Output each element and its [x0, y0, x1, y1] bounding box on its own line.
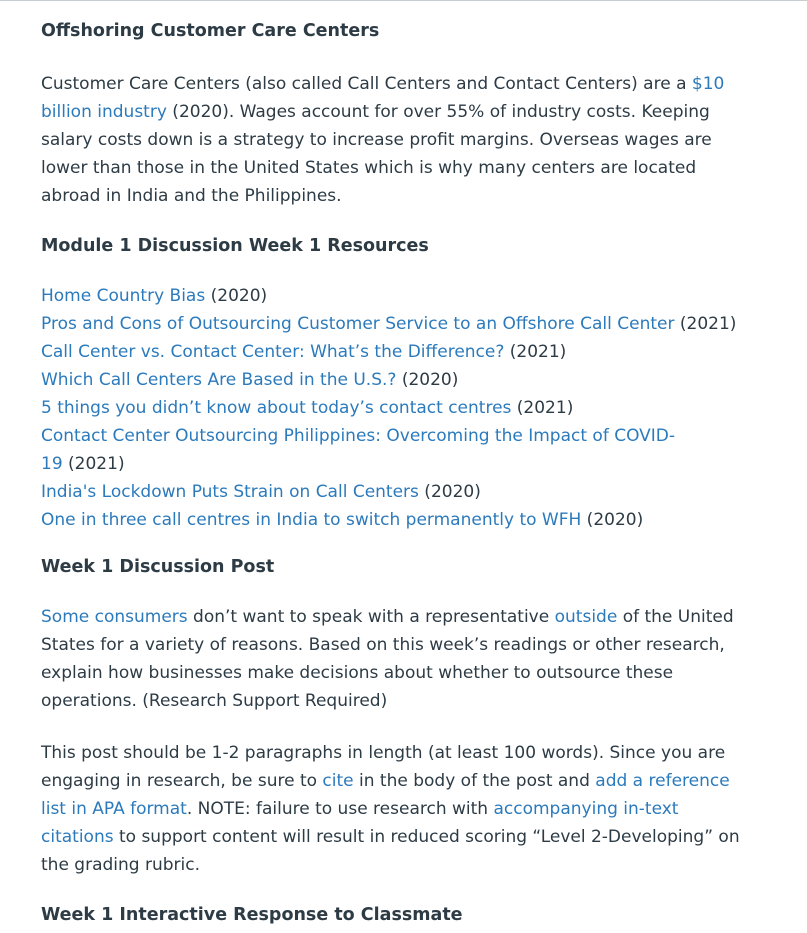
resource-item — [41, 394, 761, 422]
discussion-content — [41, 15, 761, 927]
intro-text: (2020). Wages account for over 55% of industry costs. Keeping — [166, 102, 710, 122]
industry-link[interactable]: $10 — [691, 74, 725, 94]
requirements-text: the grading rubric. — [41, 855, 201, 875]
resource-link[interactable]: Home Country Bias — [41, 286, 206, 306]
industry-link-cont[interactable]: billion industry — [41, 102, 167, 122]
resource-item — [41, 422, 761, 478]
resource-link[interactable]: Pros and Cons of Outsourcing Customer Service to an Offshore Call Center — [41, 314, 675, 334]
reference-list-link-cont[interactable]: list in APA format — [41, 799, 187, 819]
resources-list — [41, 282, 761, 534]
resource-link[interactable]: India's Lockdown Puts Strain on Call Centers — [41, 482, 419, 502]
in-text-citations-link-cont[interactable]: citations — [41, 827, 114, 847]
resource-year: (2021) — [674, 314, 737, 334]
resource-item — [41, 366, 761, 394]
intro-text: salary costs down is a strategy to increase profit margins. Overseas wages are — [41, 130, 712, 150]
intro-paragraph — [41, 70, 761, 210]
prompt-text: explain how businesses make decisions about whether to outsource these — [41, 663, 674, 683]
requirements-text: . NOTE: failure to use research with — [186, 799, 494, 819]
resource-link-cont[interactable]: 19 — [41, 454, 63, 474]
resource-item — [41, 506, 761, 534]
requirements-paragraph — [41, 739, 761, 879]
discussion-post-heading: Week 1 Discussion Post — [41, 557, 275, 577]
requirements-text: engaging in research, be sure to — [41, 771, 323, 791]
resource-item — [41, 478, 761, 506]
resource-year: (2021) — [511, 398, 574, 418]
intro-text: Customer Care Centers (also called Call Centers and Contact Centers) are a — [41, 74, 692, 94]
page-title: Offshoring Customer Care Centers — [41, 21, 380, 41]
reference-list-link[interactable]: add a reference — [595, 771, 730, 791]
resource-year: (2021) — [62, 454, 125, 474]
resource-year: (2021) — [504, 342, 567, 362]
requirements-text: This post should be 1-2 paragraphs in length (at least 100 words). Since you are — [41, 743, 726, 763]
resource-item — [41, 338, 761, 366]
outside-link[interactable]: outside — [554, 607, 618, 627]
cite-link[interactable]: cite — [322, 771, 354, 791]
prompt-paragraph — [41, 603, 761, 715]
some-consumers-link[interactable]: Some consumers — [41, 607, 188, 627]
resource-link[interactable]: Call Center vs. Contact Center: What’s the Difference? — [41, 342, 505, 362]
intro-text: abroad in India and the Philippines. — [41, 186, 342, 206]
requirements-text: in the body of the post and — [353, 771, 596, 791]
resource-link[interactable]: 5 things you didn’t know about today’s contact centres — [41, 398, 512, 418]
intro-text: lower than those in the United States which is why many centers are located — [41, 158, 697, 178]
resource-item — [41, 310, 761, 338]
prompt-text: States for a variety of reasons. Based on this week’s readings or other research, — [41, 635, 725, 655]
resource-year: (2020) — [396, 370, 459, 390]
resource-year: (2020) — [205, 286, 268, 306]
resource-link[interactable]: Which Call Centers Are Based in the U.S.? — [41, 370, 397, 390]
prompt-text: don’t want to speak with a representative — [187, 607, 555, 627]
prompt-text: operations. (Research Support Required) — [41, 691, 388, 711]
resource-link[interactable]: One in three call centres in India to switch permanently to WFH — [41, 510, 582, 530]
resource-year: (2020) — [418, 482, 481, 502]
resource-link[interactable]: Contact Center Outsourcing Philippines: Overcoming the Impact of COVID- — [41, 426, 676, 446]
in-text-citations-link[interactable]: accompanying in-text — [493, 799, 679, 819]
prompt-text: of the United — [617, 607, 734, 627]
resources-heading: Module 1 Discussion Week 1 Resources — [41, 236, 429, 256]
resource-item — [41, 282, 761, 310]
requirements-text: to support content will result in reduced scoring “Level 2-Developing” on — [113, 827, 740, 847]
resource-year: (2020) — [581, 510, 644, 530]
interactive-response-heading: Week 1 Interactive Response to Classmate — [41, 905, 463, 925]
top-border — [0, 0, 807, 1]
